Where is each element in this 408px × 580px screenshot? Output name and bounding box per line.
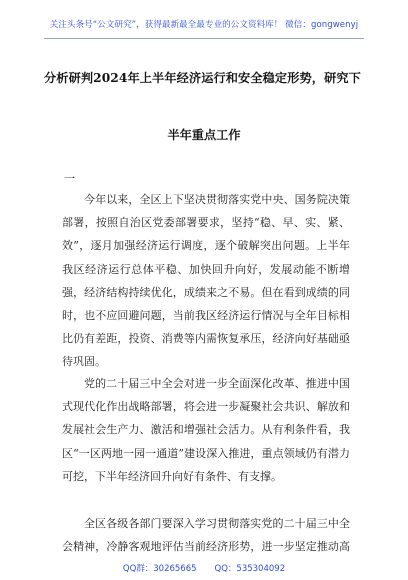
- header-divider: [44, 38, 364, 39]
- document-title-line-2: 半年重点工作: [167, 128, 241, 142]
- footer-qq-group: QQ群：30265665: [122, 564, 197, 574]
- footer-qq-number: QQ：535304092: [214, 564, 286, 574]
- footer-contact: [0, 562, 408, 574]
- document-title-line-1: 分析研判2024年上半年经济运行和安全稳定形势，研究下: [44, 71, 361, 85]
- body-paragraph-3: 全区各级各部门要深入学习贯彻落实党的二十届三中全会精神，冷静客观地评估当前经济形势，进一步坚定推动高: [62, 517, 350, 554]
- section-number: 一: [64, 172, 75, 185]
- body-paragraph-1: 今年以来，全区上下坚决贯彻落实党中央、国务院决策部署，按照自治区党委部署要求，坚持“稳、早、实、紧、效”，逐月加强经济运行调度，逐个破解突出问题。上半年我区经济运行总体平稳、加快回升向好，发展动能不断增强，经济结构持续优化，成绩来之不易。但在看到成绩的同时，也不应回避问题，当前我区经济运行情况与全年目标相比仍有差距，投资、消费等内需恢复承压，经济向好基础亟待巩固。: [62, 193, 350, 369]
- header-notice: 关注头条号“公文研究”，获得最新最全最专业的公文资料库！ 微信：gongwenyj: [49, 20, 359, 30]
- body-paragraph-2: 党的二十届三中全会对进一步全面深化改革、推进中国式现代化作出战略部署，将会进一步凝聚社会共识、解放和发展社会生产力、激活和增强社会活力。从有利条件看，我区“一区两地一园一通道”建设深入推进，重点领域仍有潜力可挖，下半年经济回升向好有条件、有支撑。: [62, 377, 350, 483]
